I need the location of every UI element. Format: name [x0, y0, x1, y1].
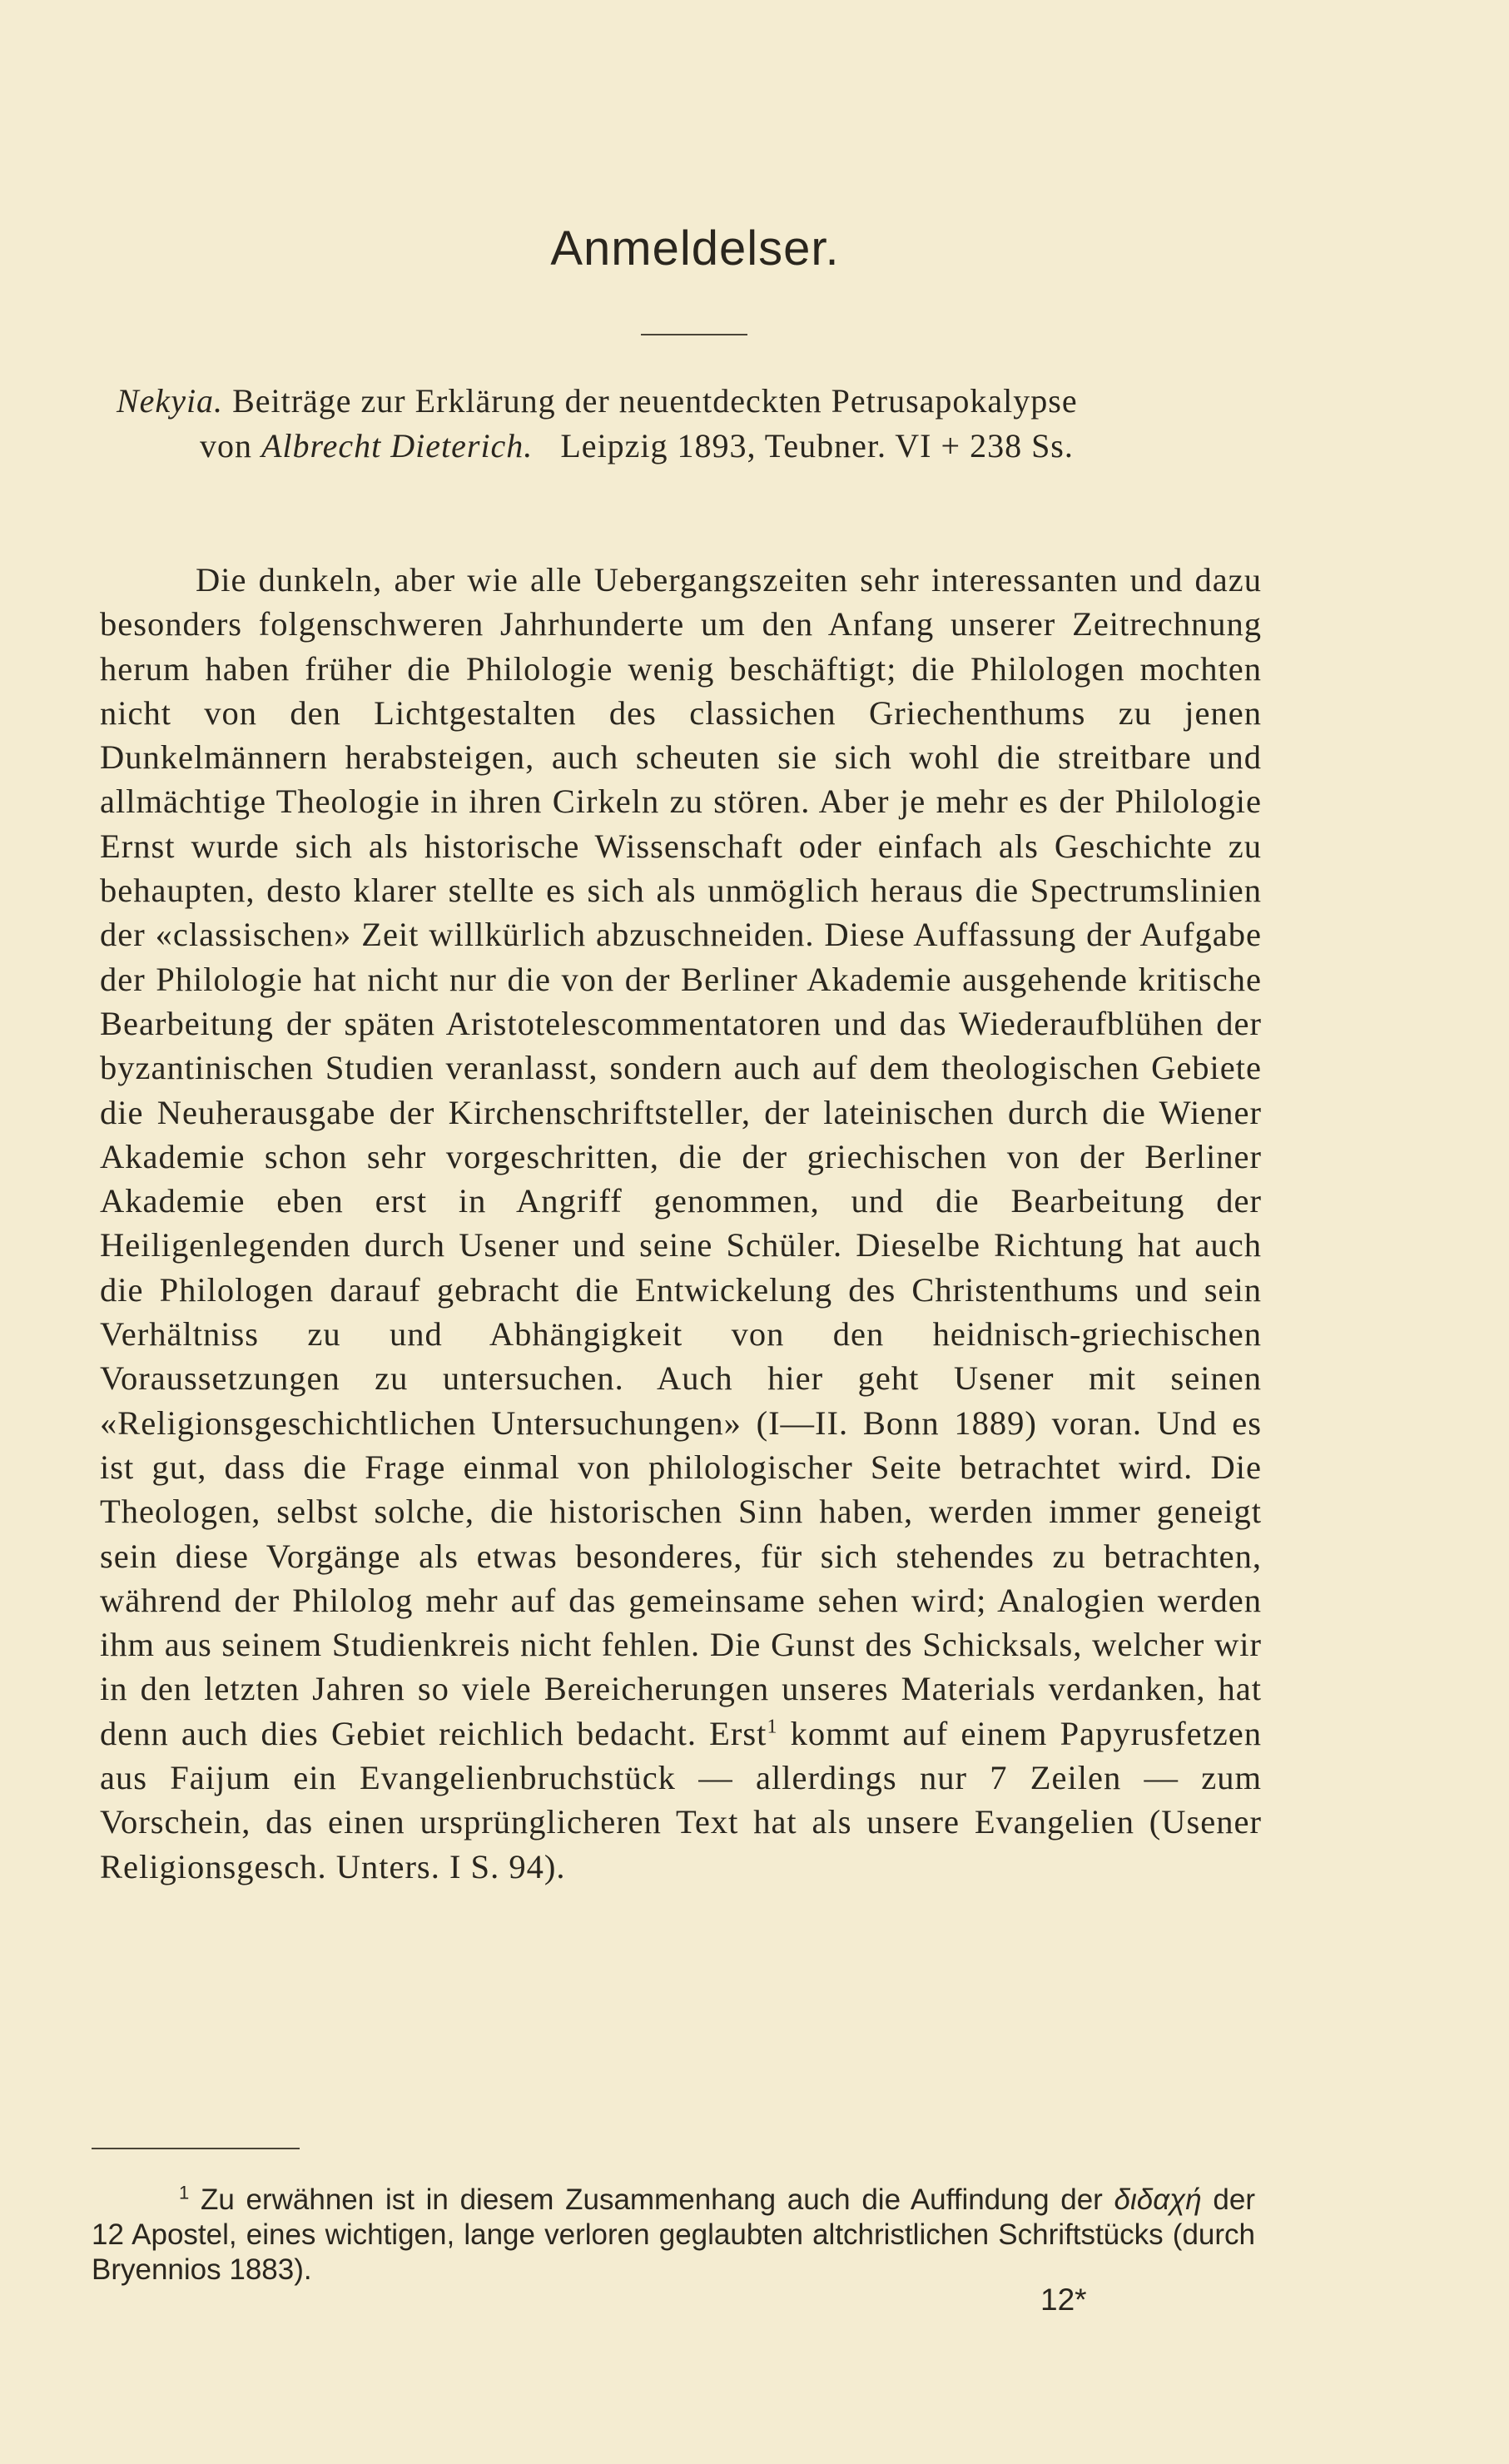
- footnote-divider: [92, 2148, 300, 2149]
- citation-by: von: [200, 427, 252, 464]
- body-text-part-2: kommt auf einem Papyrusfetzen aus Faijum ein Evangelienbruchstück — allerdings nur 7 Zeilen — zum Vorschein, das einen ursprünglicheren Text hat als unsere Evangelien (Usener Religionsgesch. Unters. I S. 94).: [100, 1714, 1263, 1885]
- book-author: Albrecht Dieterich.: [261, 427, 534, 464]
- review-citation: [100, 379, 1273, 469]
- footnote-marker: 1: [179, 2182, 190, 2203]
- footnote-reference[interactable]: 1: [767, 1716, 778, 1738]
- footnote-text-after: der 12 Apostel, eines wichtigen, lange verloren geglaubten altchristlichen Schriftstücks (durch Bryennios 1883).: [92, 2183, 1256, 2286]
- footnote: [92, 2183, 1255, 2288]
- review-body-paragraph: [100, 558, 1262, 1889]
- book-title: Nekyia.: [117, 382, 224, 420]
- book-subtitle: Beiträge zur Erklärung der neuentdeckten Petrusapokalypse: [232, 382, 1078, 420]
- citation-line-1: [100, 379, 1273, 424]
- body-text-part-1: Die dunkeln, aber wie alle Uebergangszeiten sehr interessanten und dazu besonders folgenschweren Jahrhunderte um den Anfang unserer Zeitrechnung herum haben früher die Philologie wenig beschäftigt; die Philologen mochten nicht von den Lichtgestalten des classichen Griechenthums zu jenen Dunkelmännern herabsteigen, auch scheuten sie sich wohl die streitbare und allmächtige Theologie in ihren Cirkeln zu stören. Aber je mehr es der Philologie Ernst wurde sich als historische Wissenschaft oder einfach als Geschichte zu behaupten, desto klarer stellte es sich als unmöglich heraus die Spectrumslinien der «classischen» Zeit willkürlich abzuschneiden. Diese Auffassung der Aufgabe der Philologie hat nicht nur die von der Berliner Akademie ausgehende kritische Bearbeitung der späten Aristotelescommentatoren und das Wiederaufblühen der byzantinischen Studien veranlasst, sondern auch auf dem theologischen Gebiete die Neuherausgabe der Kirchenschriftsteller, der lateinischen durch die Wiener Akademie schon sehr vorgeschritten, die der griechischen von der Berliner Akademie eben erst in Angriff genommen, und die Bearbeitung der Heiligenlegenden durch Usener und seine Schüler. Dieselbe Richtung hat auch die Philologen darauf gebracht die Entwickelung des Christenthums und sein Verhältniss zu und Abhängigkeit von den heidnisch-griechischen Voraussetzungen zu untersuchen. Auch hier geht Usener mit seinen «Religionsgeschichtlichen Untersuchungen» (I—II. Bonn 1889) voran. Und es ist gut, dass die Frage einmal von philologischer Seite betrachtet wird. Die Theologen, selbst solche, die historischen Sinn haben, werden immer geneigt sein diese Vorgänge als etwas besonderes, für sich stehendes zu betrachten, während der Philolog mehr auf das gemeinsame sehen wird; Analogien werden ihm aus seinem Studienkreis nicht fehlen. Die Gunst des Schicksals, welcher wir in den letzten Jahren so viele Bereicherungen unseres Materials verdanken, hat denn auch dies Gebiet reichlich bedacht. Erst: [100, 561, 1262, 1752]
- footnote-text-before: Zu erwähnen ist in diesem Zusammenhang auch die Auffindung der: [200, 2183, 1114, 2216]
- footnote-greek-term: διδαχή: [1114, 2183, 1202, 2216]
- title-divider: [641, 334, 747, 335]
- page-title: Anmeldelser.: [550, 221, 840, 276]
- citation-line-2: [100, 424, 1273, 469]
- book-imprint: Leipzig 1893, Teubner. VI + 238 Ss.: [560, 427, 1074, 464]
- page-number: 12*: [1040, 2283, 1087, 2317]
